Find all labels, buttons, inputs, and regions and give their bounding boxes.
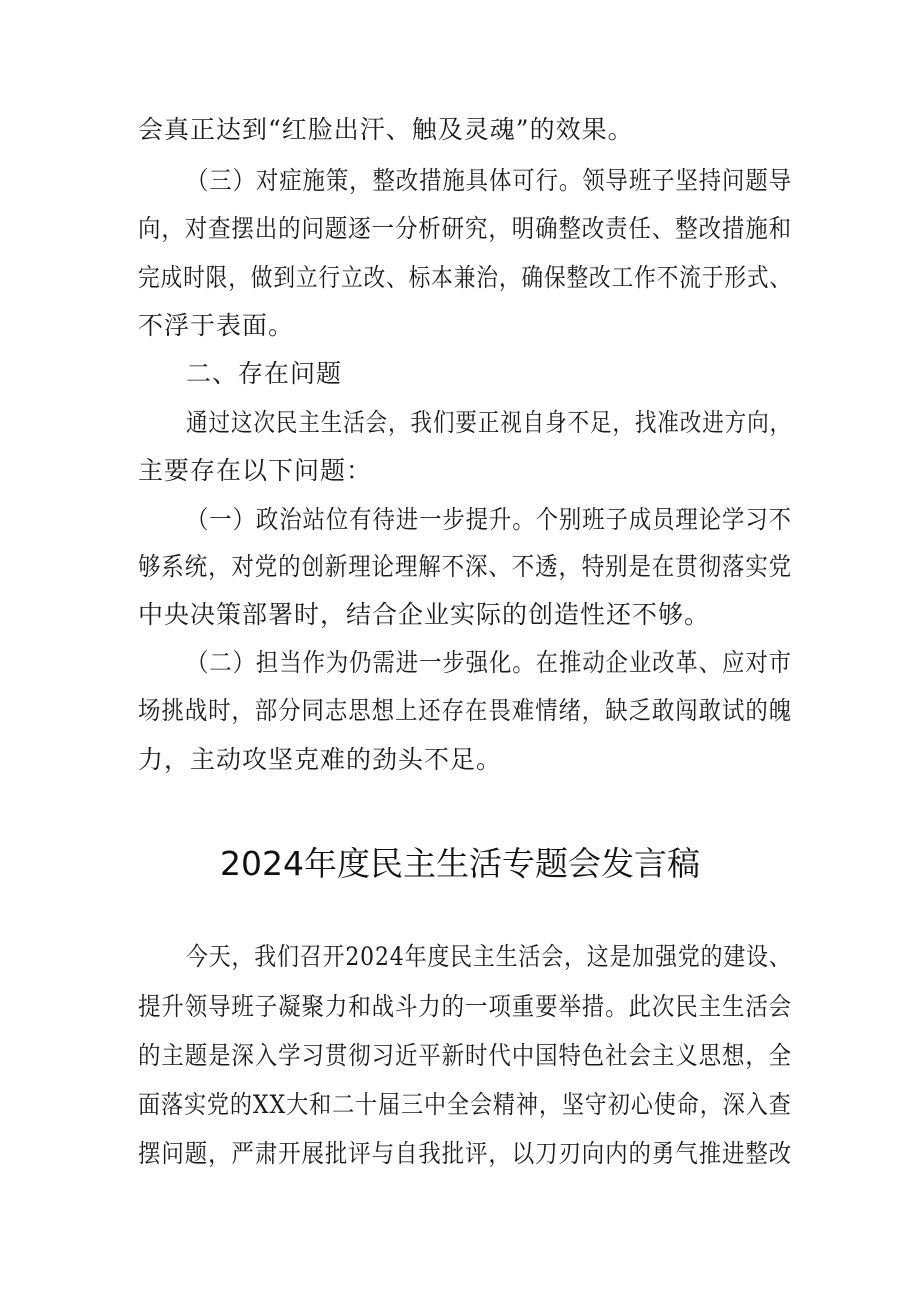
paragraph-line: 够系统，对党的创新理论理解不深、不透，特别是在贯彻落实党 [138, 552, 793, 581]
paragraph-line: 会真正达到“红脸出汗、触及灵魂”的效果。 [138, 115, 634, 144]
section-heading: 二、存在问题 [186, 359, 343, 388]
paragraph-line: 提升领导班子凝聚力和战斗力的一项重要举措。此次民主生活会 [138, 992, 793, 1021]
document-title: 2024年度民主生活专题会发言稿 [220, 844, 700, 883]
paragraph-line: （一）政治站位有待进一步提升。个别班子成员理论学习不 [186, 505, 792, 534]
paragraph-line: 摆问题，严肃开展批评与自我批评，以刀刃向内的勇气推进整改 [138, 1139, 793, 1168]
paragraph-line: （三）对症施策，整改措施具体可行。领导班子坚持问题导 [186, 166, 792, 195]
paragraph-line: 主要存在以下问题： [138, 456, 373, 485]
paragraph-line: 向，对查摆出的问题逐一分析研究，明确整改责任、整改措施和 [138, 214, 793, 243]
paragraph-line: 今天，我们召开2024年度民主生活会，这是加强党的建设、 [186, 942, 792, 971]
paragraph-line: 不浮于表面。 [138, 311, 295, 340]
paragraph-line: 通过这次民主生活会，我们要正视自身不足，找准改进方向， [186, 408, 792, 437]
paragraph-line: 场挑战时，部分同志思想上还存在畏难情绪，缺乏敢闯敢试的魄 [138, 696, 793, 725]
paragraph-line: （二）担当作为仍需进一步强化。在推动企业改革、应对市 [186, 648, 792, 677]
paragraph-line: 中央决策部署时，结合企业实际的创造性还不够。 [138, 600, 711, 629]
paragraph-line: 力，主动攻坚克难的劲头不足。 [138, 745, 503, 774]
paragraph-line: 的主题是深入学习贯彻习近平新时代中国特色社会主义思想，全 [138, 1041, 793, 1070]
paragraph-line: 面落实党的XX大和二十届三中全会精神，坚守初心使命，深入查 [138, 1090, 792, 1119]
paragraph-line: 完成时限，做到立行立改、标本兼治，确保整改工作不流于形式、 [138, 263, 793, 292]
